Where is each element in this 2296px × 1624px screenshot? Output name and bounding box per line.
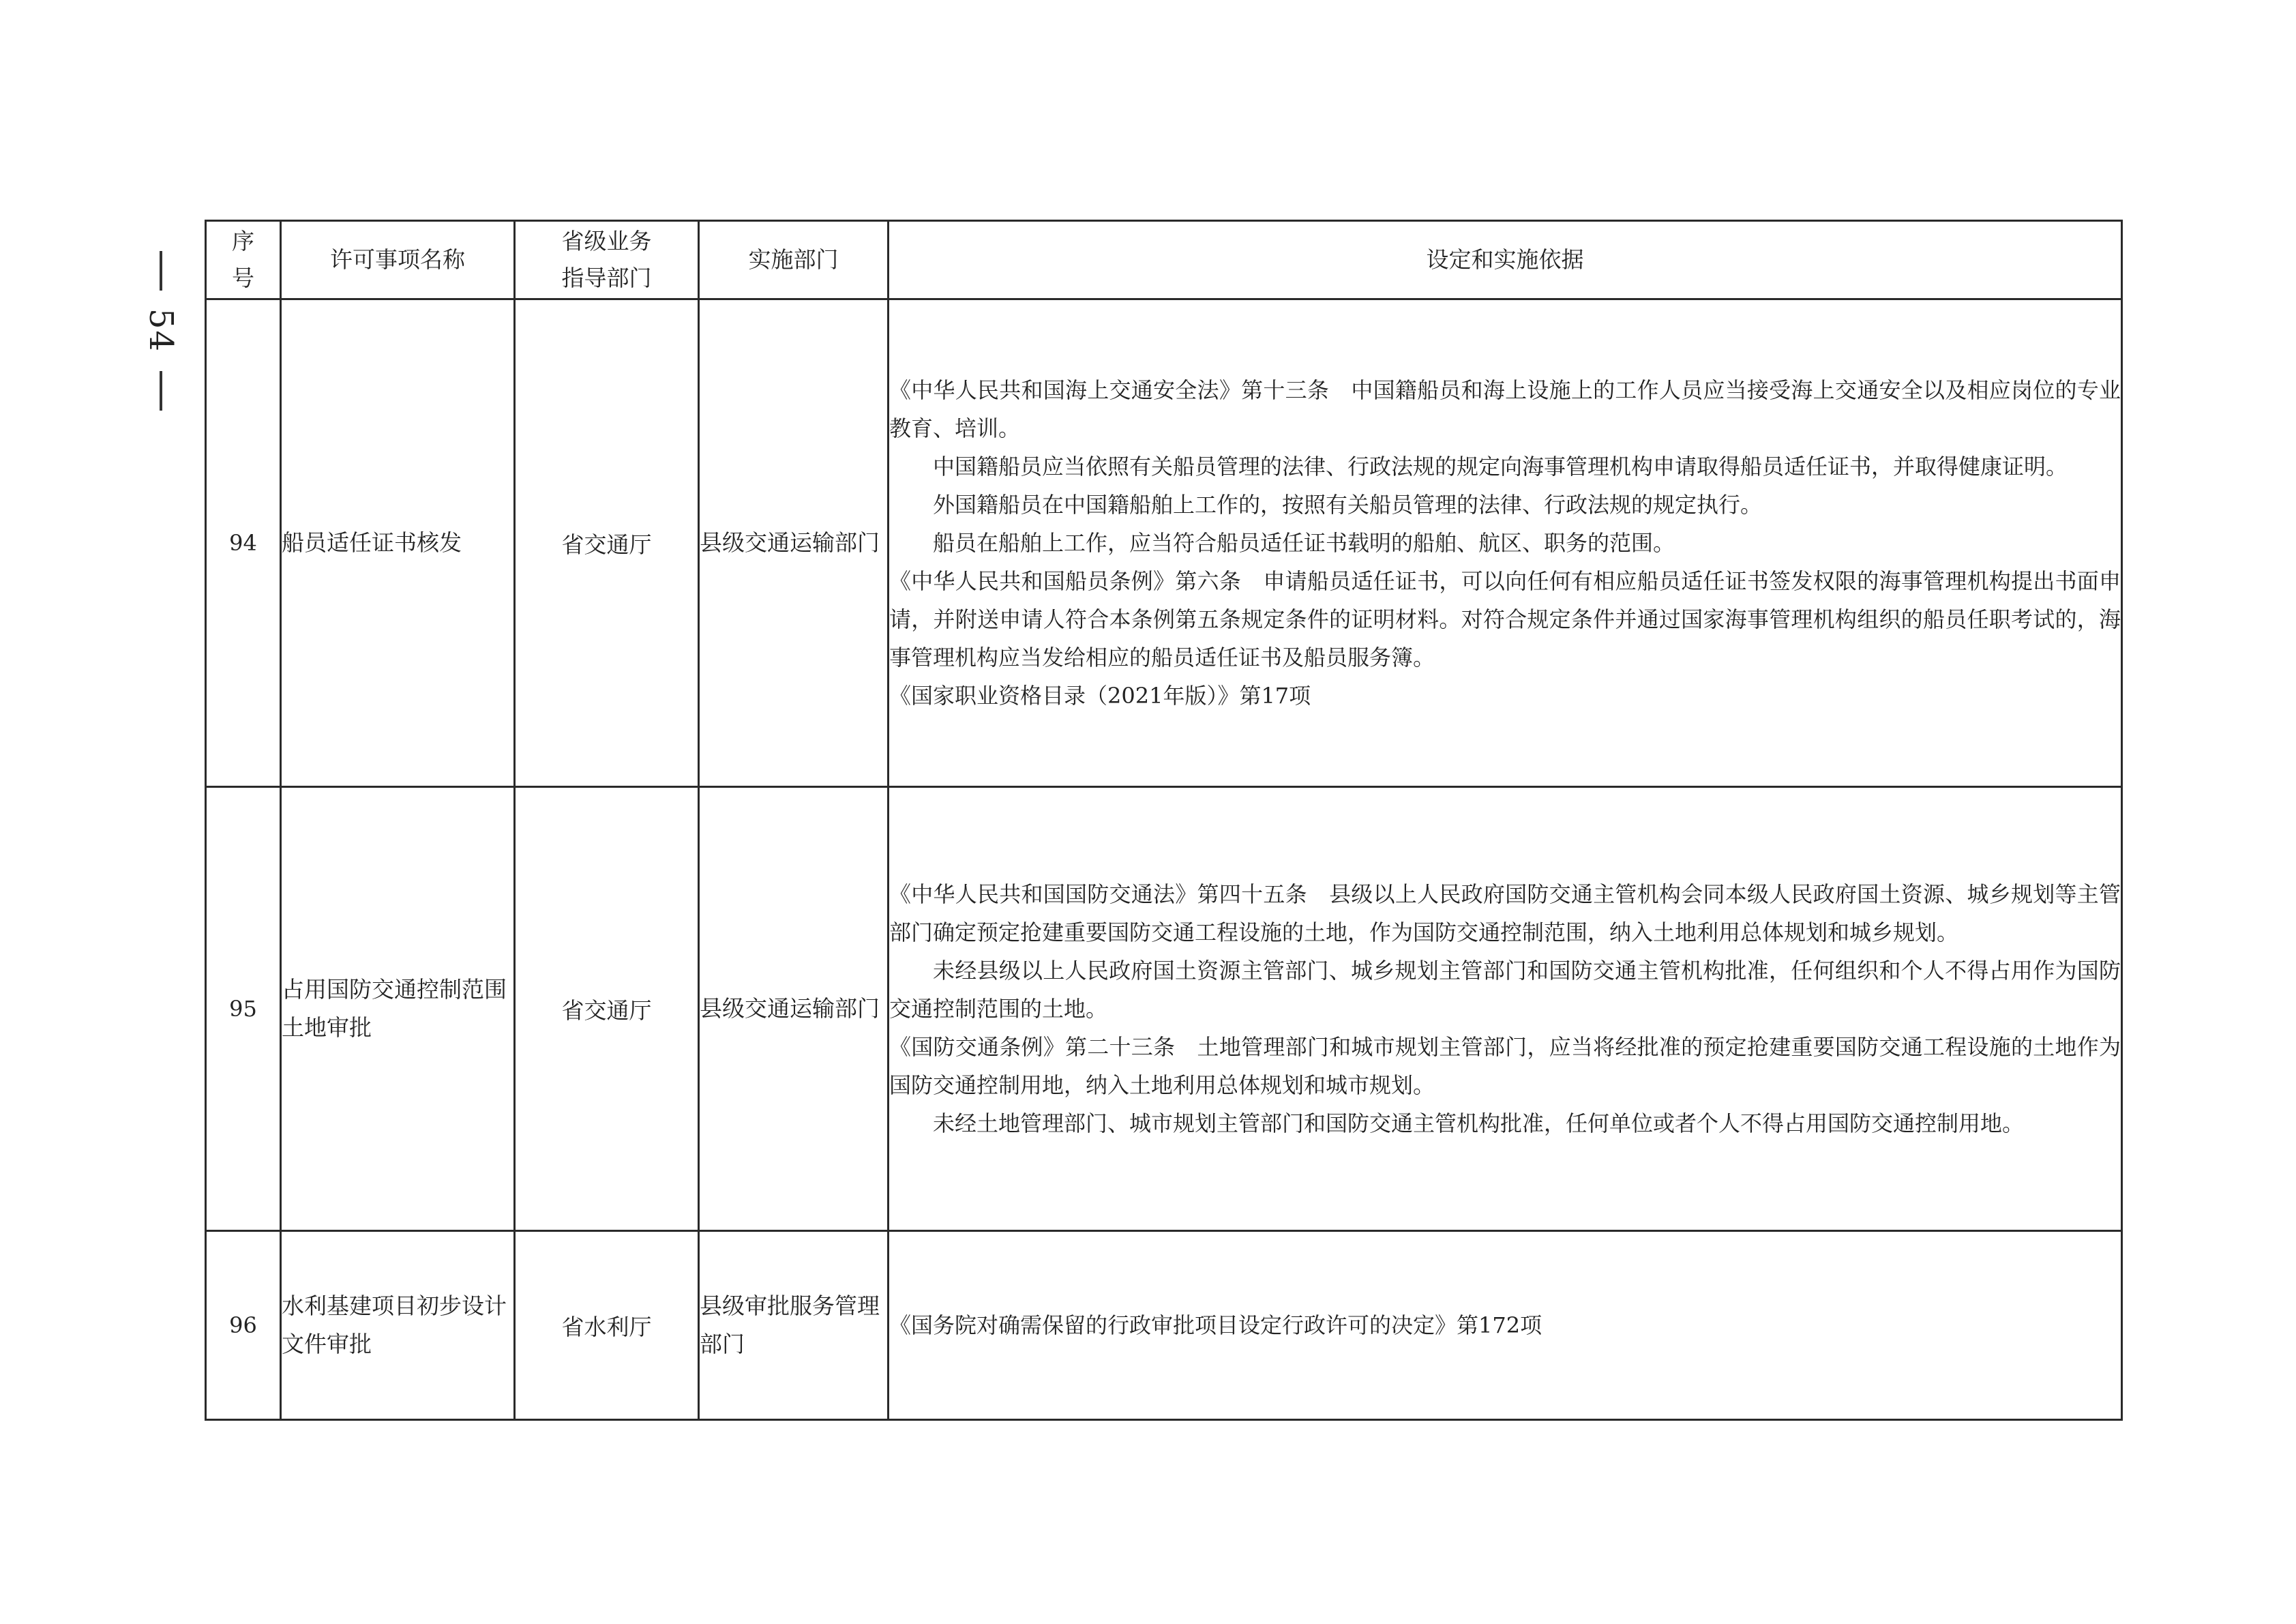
page-number-dash-bottom: [160, 371, 162, 411]
row-basis: [889, 299, 2122, 787]
header-basis: 设定和实施依据: [889, 221, 2122, 299]
header-guide-dept-text: 省级业务指导部门: [561, 228, 652, 291]
permit-table: [205, 220, 2123, 1421]
row-name: 水利基建项目初步设计文件审批: [281, 1231, 515, 1420]
basis-paragraph: 《中华人民共和国国防交通法》第四十五条 县级以上人民政府国防交通主管机构会同本级人民政府国土资源、城乡规划等主管部门确定预定抢建重要国防交通工程设施的土地，作为国防交通控制范围，纳入土地利用总体规划和城乡规划。: [889, 881, 2121, 945]
row-basis: [889, 787, 2122, 1231]
basis-paragraph: 《中华人民共和国船员条例》第六条 申请船员适任证书，可以向任何有相应船员适任证书签发权限的海事管理机构提出书面申请，并附送申请人符合本条例第五条规定条件的证明材料。对符合规定条件并通过国家海事管理机构组织的船员任职考试的，海事管理机构应当发给相应的船员适任证书及船员服务簿。: [889, 568, 2121, 670]
header-no-text: 序号: [232, 228, 254, 291]
page-number: [134, 218, 188, 443]
row-guide-dept: 省交通厅: [515, 787, 699, 1231]
basis-paragraph: 未经县级以上人民政府国土资源主管部门、城乡规划主管部门和国防交通主管机构批准，任何组织和个人不得占用作为国防交通控制范围的土地。: [889, 958, 2121, 1022]
header-name: 许可事项名称: [281, 221, 515, 299]
row-guide-dept: 省水利厅: [515, 1231, 699, 1420]
basis-paragraph: 未经土地管理部门、城市规划主管部门和国防交通主管机构批准，任何单位或者个人不得占用国防交通控制用地。: [933, 1110, 2025, 1136]
header-guide-dept: [515, 221, 699, 299]
row-name: 占用国防交通控制范围土地审批: [281, 787, 515, 1231]
table-row: [206, 787, 2122, 1231]
row-no: 94: [206, 299, 281, 787]
basis-paragraph: 《中华人民共和国海上交通安全法》第十三条 中国籍船员和海上设施上的工作人员应当接受海上交通安全以及相应岗位的专业教育、培训。: [889, 377, 2121, 441]
row-impl-dept: 县级审批服务管理部门: [699, 1231, 889, 1420]
basis-paragraph: 《国家职业资格目录（2021年版）》第17项: [889, 683, 1311, 709]
row-impl-dept: 县级交通运输部门: [699, 299, 889, 787]
header-impl-dept: 实施部门: [699, 221, 889, 299]
table-row: [206, 1231, 2122, 1420]
row-no: 96: [206, 1231, 281, 1420]
row-name: 船员适任证书核发: [281, 299, 515, 787]
page-number-dash-top: [160, 251, 162, 291]
row-guide-dept: 省交通厅: [515, 299, 699, 787]
basis-paragraph: 中国籍船员应当依照有关船员管理的法律、行政法规的规定向海事管理机构申请取得船员适任证书，并取得健康证明。: [933, 454, 2068, 479]
basis-paragraph: 《国务院对确需保留的行政审批项目设定行政许可的决定》第172项: [889, 1312, 1542, 1338]
table-header-row: [206, 221, 2122, 299]
header-no: [206, 221, 281, 299]
basis-paragraph: 外国籍船员在中国籍船舶上工作的，按照有关船员管理的法律、行政法规的规定执行。: [933, 492, 1763, 518]
row-no: 95: [206, 787, 281, 1231]
basis-paragraph: 船员在船舶上工作，应当符合船员适任证书载明的船舶、航区、职务的范围。: [933, 530, 1675, 556]
basis-paragraph: 《国防交通条例》第二十三条 土地管理部门和城市规划主管部门，应当将经批准的预定抢建重要国防交通工程设施的土地作为国防交通控制用地，纳入土地利用总体规划和城市规划。: [889, 1034, 2121, 1098]
table-row: [206, 299, 2122, 787]
row-impl-dept: 县级交通运输部门: [699, 787, 889, 1231]
row-basis: [889, 1231, 2122, 1420]
page-number-text: 54: [142, 308, 180, 353]
